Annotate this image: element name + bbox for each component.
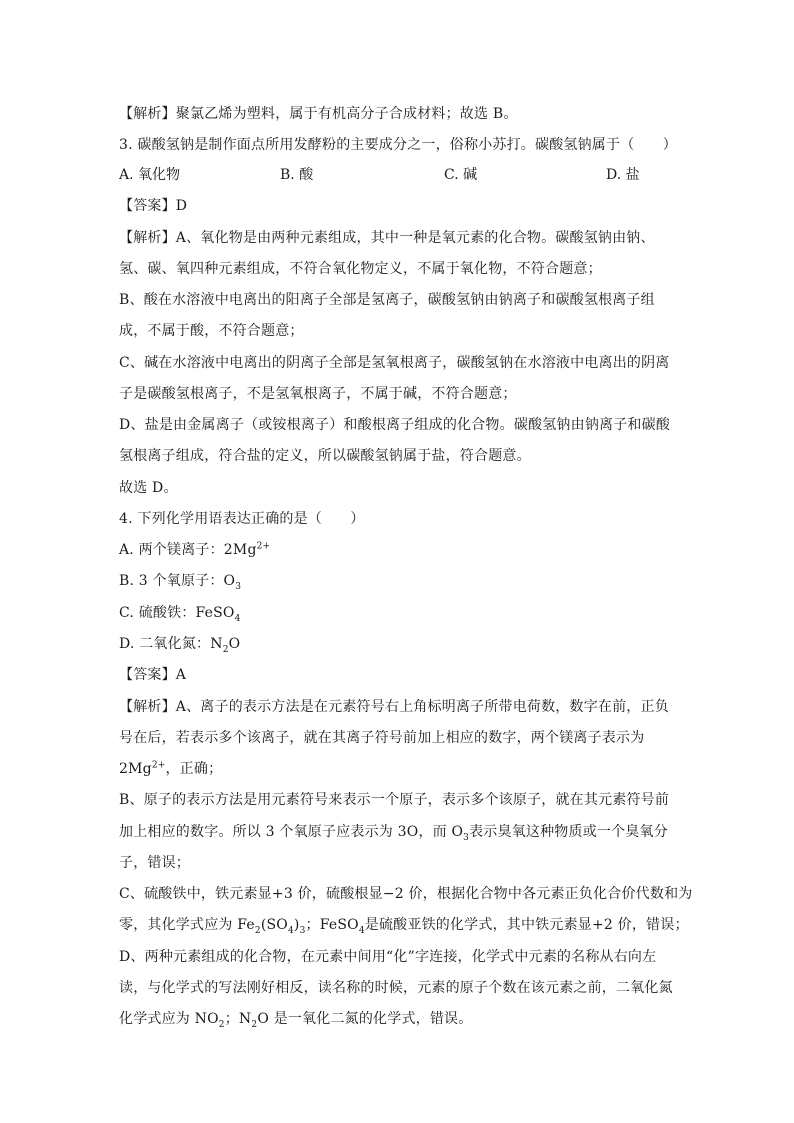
analysis-q4-line-5-text: 加上相应的数字。所以 3 个氧原子应表示为 3O，而 O [119, 824, 464, 840]
ozone-subscript: 3 [463, 832, 470, 843]
analysis-q3-line-4: 成，不属于酸，不符合题意； [119, 323, 304, 339]
line-11-part-a: 化学式应为 NO [119, 1011, 219, 1027]
q4-option-a-charge: 2+ [256, 541, 271, 552]
line-8-part-a: 零，其化学式应为 Fe [119, 917, 255, 933]
line-8-sub-a: 2 [254, 925, 261, 936]
analysis-q4-line-1: 【解析】A、离子的表示方法是在元素符号右上角标明离子所带电荷数，数字在前，正负 [119, 699, 669, 715]
formula-2mg: 2Mg [119, 761, 152, 777]
analysis-q3-line-3: B、酸在水溶液中电离出的阳离子全部是氢离子，碳酸氢钠由钠离子和碳酸氢根离子组 [119, 292, 655, 308]
line-11-part-b: ；N [224, 1011, 252, 1027]
analysis-q4-line-11 [119, 1009, 472, 1029]
q4-option-c-text: C. 硫酸铁：FeSO [119, 605, 235, 621]
q4-option-c [119, 603, 241, 623]
q4-option-b [119, 571, 241, 591]
question-4-stem: 4. 下列化学用语表达正确的是（ ） [119, 511, 365, 527]
answer-q4: 【答案】A [119, 667, 187, 683]
line-8-part-d: ；FeSO [305, 917, 359, 933]
analysis-q4-line-4: B、原子的表示方法是用元素符号来表示一个原子，表示多个该原子，就在其元素符号前 [119, 792, 670, 808]
q4-option-b-text: B. 3 个氧原子：O [119, 573, 236, 589]
analysis-q4-line-6: 子，错误； [119, 855, 190, 871]
analysis-q4-line-5 [119, 822, 668, 842]
q4-option-a-text: A. 两个镁离子：2Mg [119, 542, 257, 558]
line-11-part-c: O 是一氧化二氮的化学式，错误。 [257, 1011, 473, 1027]
analysis-q3-line-8: 氢根离子组成，符合盐的定义，所以碳酸氢钠属于盐，符合题意。 [119, 448, 531, 464]
line-11-sub-a: 2 [218, 1019, 225, 1030]
analysis-q4-line-2: 号在后，若表示多个该离子，就在其离子符号前加上相应的数字，两个镁离子表示为 [119, 730, 645, 746]
analysis-q4-line-8 [119, 915, 689, 935]
analysis-q3-line-2: 氢、碳、氧四种元素组成，不符合氧化物定义，不属于氧化物，不符合题意； [119, 261, 602, 277]
line-8-sub-c: 3 [299, 925, 306, 936]
q4-option-d-text: D. 二氧化氮：N [119, 636, 223, 652]
q3-option-d: D. 盐 [606, 167, 640, 183]
analysis-q4-line-10: 读，与化学式的写法刚好相反，读名称的时候，元素的原子个数在该元素之前，二氧化氮 [119, 980, 673, 996]
analysis-q3-conclusion: 故选 D。 [119, 480, 178, 496]
line-8-part-c: ) [293, 917, 300, 933]
analysis-q4-line-9: D、两种元素组成的化合物，在元素中间用“化”字连接，化学式中元素的名称从右向左 [119, 949, 657, 965]
analysis-q4-line-5-tail: 表示臭氧这种物质或一个臭氧分 [469, 824, 668, 840]
analysis-q4-line-3-tail: ，正确； [165, 761, 223, 777]
q4-option-a [119, 540, 270, 560]
q4-option-d-subscript: 2 [222, 644, 229, 655]
line-8-sub-d: 4 [358, 925, 365, 936]
analysis-q3-line-5: C、碱在水溶液中电离出的阴离子全部是氢氧根离子，碳酸氢钠在水溶液中电离出的阴离 [119, 355, 670, 371]
analysis-q3-line-7: D、盐是由金属离子（或铵根离子）和酸根离子组成的化合物。碳酸氢钠由钠离子和碳酸 [119, 417, 671, 433]
q4-option-d-tail: O [228, 636, 241, 652]
formula-2mg-charge: 2+ [151, 760, 166, 771]
line-8-sub-b: 4 [287, 925, 294, 936]
analysis-q3-line-1: 【解析】A、氧化物是由两种元素组成，其中一种是氧元素的化合物。碳酸氢钠由钠、 [119, 230, 655, 246]
q3-option-a: A. 氧化物 [119, 167, 181, 183]
analysis-q3-line-6: 子是碳酸氢根离子，不是氢氧根离子，不属于碱，不符合题意； [119, 386, 517, 402]
line-8-part-b: (SO [260, 917, 288, 933]
q3-option-b: B. 酸 [280, 167, 314, 183]
line-11-sub-b: 2 [251, 1019, 258, 1030]
analysis-q4-line-3 [119, 759, 222, 779]
q4-option-c-subscript: 4 [234, 613, 241, 624]
q4-option-d [119, 634, 240, 654]
question-3-stem: 3. 碳酸氢钠是制作面点所用发酵粉的主要成分之一，俗称小苏打。碳酸氢钠属于（ ） [119, 137, 678, 153]
q3-option-c: C. 碱 [444, 167, 478, 183]
analysis-q2: 【解析】聚氯乙烯为塑料，属于有机高分子合成材料；故选 B。 [119, 106, 518, 122]
analysis-q4-line-7: C、硫酸铁中，铁元素显+3 价，硫酸根显−2 价，根据化合物中各元素正负化合价代数和为 [119, 886, 693, 902]
answer-q3: 【答案】D [119, 198, 188, 214]
line-8-part-e: 是硫酸亚铁的化学式，其中铁元素显+2 价，错误； [364, 917, 689, 933]
q4-option-b-subscript: 3 [235, 581, 242, 592]
